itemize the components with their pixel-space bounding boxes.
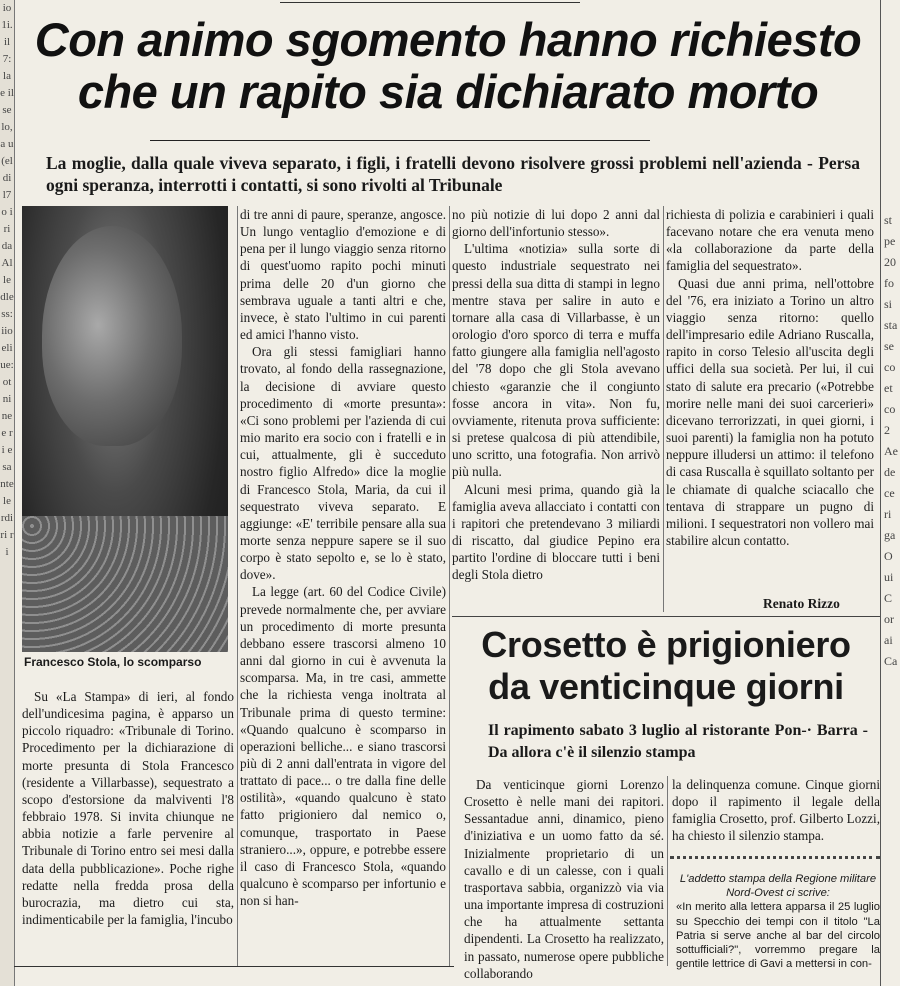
second-article-column-2 [672,776,880,854]
right-column-rule [880,0,881,986]
top-rule [280,2,580,3]
column-divider-4 [667,776,668,966]
col1-paragraph-1: Su «La Stampa» di ieri, al fondo dell'undicesima pagina, è apparso un piccolo riquadro: «Tribunale di Torino. Procedimento per la dichiarazione di morte presunta di Stola Francesco (residente a Villarbasse), sequestrato a scopo d'estorsione da malviventi l'8 febbraio 1978. Si invita chiunque ne abbia notizie a farle pervenire al Tribunale di Torino entro sei mesi dalla data della pubblicazione». Poche righe redatte nella fredda prosa della burocrazia, ma dietro cui sta, indimenticabile per la famiglia, l'incubo [22,689,234,928]
column-divider-2 [449,206,450,966]
byline: Renato Rizzo [763,596,840,611]
col2-paragraph-2: Ora gli stessi famigliari hanno trovato, al fondo della rassegnazione, la decisione di avviare questo procedimento di «morte presunta»: «Ci sono problemi per l'azienda di cui mio marito era socio con i fratelli e in cui, attualmente, gli è succeduto nostro figlio Alfredo» dice la moglie di Francesco Stola, Maria, da cui il sequestrato viveva separato. E aggiunge: «E' terribile pensare alla sua morte senza neppure sapere se il suo corpo è stato sepolto e, se lo è stato, dove». [240,344,446,583]
article-column-2 [240,206,446,966]
article-separator [452,616,880,617]
second-headline [452,624,880,708]
portrait-face [42,226,182,446]
second-article-text-left: Da venticinque giorni Lorenzo Crosetto è nelle mani dei rapitori. Sessantadue anni, dinamico, pieno d'iniziativa e un uomo fatto da sé. Inizialmente proprietario di un cavallo e di un calesse, con i quali trasportava sabbia, organizzò via via una importante impresa di costruzioni che ha attualmente settanta dipendenti. La Crosetto ha realizzato, in passato, numerose opere pubbliche collaborando [464,777,664,981]
letter-intro: L'addetto stampa della Regione militare Nord-Ovest ci scrive: [679,873,877,900]
col3-paragraph-3: Alcuni mesi prima, quando già la famiglia aveva allacciato i contatti con i rapitori che pretendevano 3 miliardi di riscatto, dal giudice Pepino era partito l'ordine di bloccare tutti i beni degli Stola dietro [452,481,660,583]
left-margin-clipped-text: io1i. il 7: la e ilse lo, a u(el di l7 o i ri da Alle dle ss: iio eli ue: ot ni ne e ri e sa ntele rdi ri ri [0,0,15,986]
article-column-3 [452,206,660,612]
column-divider-1 [237,206,238,966]
article-column-4 [666,206,874,594]
photo-caption: Francesco Stola, lo scomparso [24,655,202,669]
second-headline-line-2: da venticinque giorni [488,666,844,707]
headline-line-1: Con animo sgomento hanno richiesto [34,13,862,66]
main-subheadline: La moglie, dalla quale viveva separato, i figli, i fratelli devono risolvere grossi problemi nell'azienda - Persa ogni speranza, interrotti i contatti, si sono rivolti al Tribunale [46,153,860,195]
col4-paragraph-1: richiesta di polizia e carabinieri i quali facevano notare che era venuta meno «la collaborazione da parte della famiglia del sequestrato». [666,207,874,274]
second-headline-line-1: Crosetto è prigioniero [481,624,851,665]
right-margin-clipped-text: st pe 20 fo si sta se co et co 2 Ae de ce ri ga O ui C or ai Ca [884,213,898,668]
portrait-shirt [22,516,228,652]
letter-text: «In merito alla lettera apparsa il 25 luglio su Specchio dei tempi con il titolo "La Patria si serve anche al bar del circolo sottufficiali?", vorremmo pregare la gentile lettrice di Gavi a mettersi in con- [676,901,880,971]
column-divider-3 [663,206,664,612]
second-article-text-right: la delinquenza comune. Cinque giorni dopo il rapimento il legale della famiglia Crosetto, prof. Gilberto Lozzi, ha chiesto il silenzio stampa. [672,777,880,844]
bottom-rule [14,966,454,967]
col2-paragraph-3: La legge (art. 60 del Codice Civile) prevede normalmente che, per avviare un procedimento di morte presunta debbano essere trascorsi almeno 10 anni dal giorno in cui è avvenuta la scomparsa. Ma, in tre casi, ammette che la richiesta venga inoltrata al Tribunale prima di questo termine: «Quando qualcuno è scomparso in operazioni belliche... e siano trascorsi più di 2 anni dall'entrata in vigore del trattato di pace... o tre dalla fine delle ostilità», «quando qualcuno è stato fatto prigioniero dal nemico o, comunque, trasportato in Paese straniero...», oppure, e potrebbe essere il caso di Francesco Stola, «quando qualcuno è scomparso per infortunio e non si han- [240,584,446,909]
letter-box [676,872,880,986]
headline-line-2: che un rapito sia dichiarato morto [77,65,819,118]
article-column-1 [22,688,234,966]
main-headline [22,14,874,118]
col3-paragraph-1: no più notizie di lui dopo 2 anni dal giorno dell'infortunio stesso». [452,207,660,240]
portrait-photo [22,206,228,652]
dotted-separator [670,856,880,859]
second-subheadline: Il rapimento sabato 3 luglio al ristorante Pon-· Barra - Da allora c'è il silenzio stampa [488,722,868,761]
col2-paragraph-1: di tre anni di paure, speranze, angosce. Un lungo ventaglio d'emozione e di pena per il lungo viaggio senza ritorno di quest'uomo rapito pochi minuti prima delle 20 d'un giorno che sembrava uguale a tanti altri e che, invece, è stato l'ultimo in cui parenti ed amici l'hanno visto. [240,207,446,343]
second-article-column-1 [464,776,664,981]
col3-paragraph-2: L'ultima «notizia» sulla sorte di questo industriale sequestrato nei pressi della sua ditta di stampi in legno mentre stava per salire in auto e tornare alla casa di Villarbasse, è un orologio d'oro sporco di terra e muffa fatto giungere alla famiglia nell'agosto del '78 dopo che gli Stola avevano chiesto «garanzie che il congiunto fosse ancora in vita». Non fu, ovviamente, ritenuta prova sufficiente: si pretese qualcosa di più attendibile, uno scritto, una fotografia. Non arrivò più nulla. [452,241,660,480]
col4-paragraph-2: Quasi due anni prima, nell'ottobre del '76, era iniziato a Torino un altro viaggio senza ritorno: quello dell'impresario edile Adriano Ruscalla, rapito in corso Telesio all'uscita degli uffici della sua società. Per lui, il cui stato di salute era precario («Potrebbe morire nelle mani dei suoi carcerieri» dicevano terrorizzati, in quei giorni, i suoi parenti) la famiglia non ha potuto neppure illudersi un attimo: il telefono di casa Ruscalla è squillato soltanto per le chiamate di qualche sciacallo che tentava di strappare un pugno di milioni. I sequestratori non vollero mai stabilire alcun contatto. [666,275,875,548]
headline-rule [150,140,650,141]
